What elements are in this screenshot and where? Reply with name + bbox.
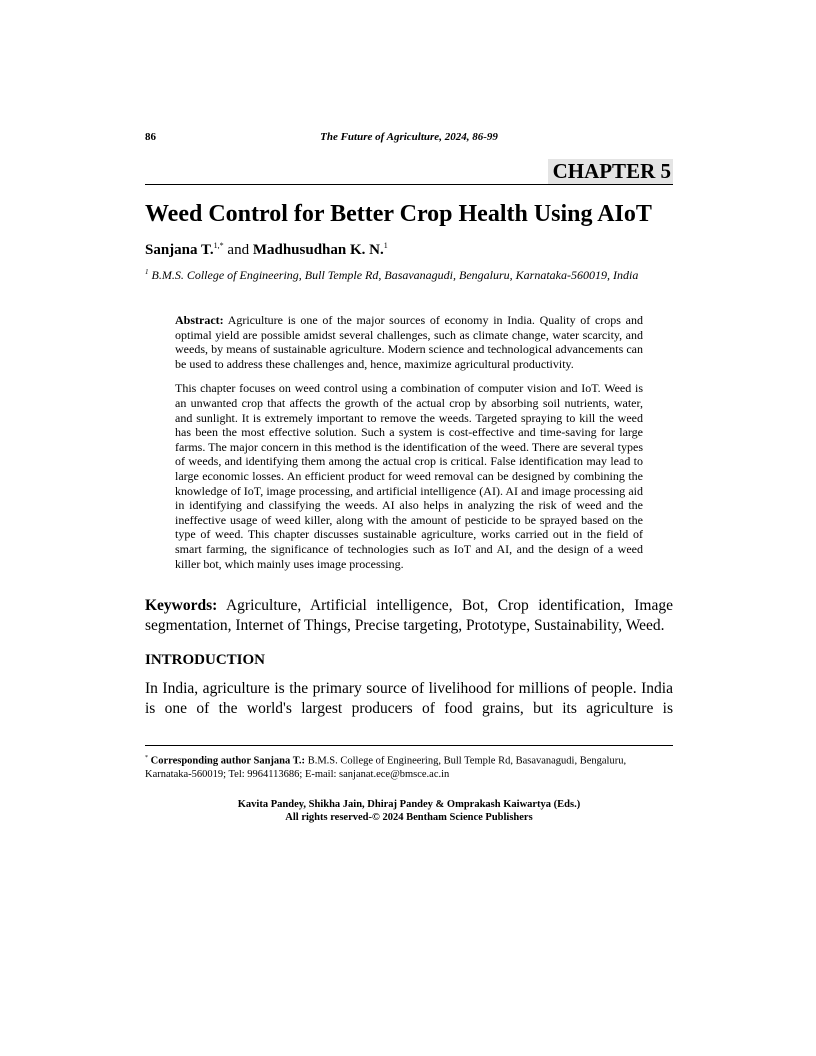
introduction-heading: INTRODUCTION	[145, 652, 266, 669]
footnote-text: B.M.S. College of Engineering, Bull Temple Rd, Basavanagudi, Bengaluru, Karnataka-560019; Tel: 9964113686; E-mail: sanjanat.ece@bmsce.ac.in	[145, 755, 627, 780]
keywords	[145, 596, 673, 635]
journal-details: , 2024, 86-99	[439, 131, 498, 143]
footnote-label: Corresponding author Sanjana T.:	[148, 755, 306, 767]
author-line	[145, 236, 673, 260]
publisher-credits	[145, 798, 673, 824]
rights-line: All rights reserved-© 2024 Bentham Science Publishers	[285, 811, 533, 823]
chapter-divider	[145, 184, 673, 185]
keywords-text: Agriculture, Artificial intelligence, Bot, Crop identification, Image segmentation, Internet of Things, Precise targeting, Prototype, Sustainability, Weed.	[145, 597, 673, 634]
author-1-affiliation-mark: 1,*	[213, 241, 224, 250]
affiliation	[145, 264, 673, 283]
affiliation-mark: 1	[145, 268, 149, 276]
abstract	[175, 313, 643, 571]
running-header	[145, 128, 673, 146]
abstract-paragraph-1	[175, 313, 643, 371]
footnote-mark: *	[145, 755, 148, 762]
author-1-name: Sanjana T.	[145, 242, 214, 258]
introduction-text: In India, agriculture is the primary source of livelihood for millions of people. India is one of the world's largest producers of food grains, but its agriculture is	[145, 680, 673, 718]
paper-page	[145, 128, 673, 824]
abstract-paragraph-2: This chapter focuses on weed control using a combination of computer vision and IoT. Weed is an unwanted crop that affects the growth of the actual crop by absorbing soil nutrients, water, and sunlight. It is extremely important to remove the weeds. Targeted spraying to kill the weed has been the most effective solution. Such a system is cost-effective and time-saving for large farms. The major concern in this method is the identification of the weed. There are several types of weeds, and identifying them among the actual crop is critical. False identification may lead to large economic losses. An efficient product for weed removal can be designed by combining the knowledge of IoT, image processing, and artificial intelligence (AI). AI and image processing aid in identifying and classifying the weeds. AI also helps in analyzing the risk of weed and the ineffective usage of weed killer, along with the amount of pesticide to be sprayed based on the type of weed. This chapter discusses sustainable agriculture, works carried out in the field of smart farming, the significance of technologies such as IoT and AI, and the design of a weed killer bot, which mainly uses image processing.	[175, 381, 643, 571]
footnote-divider	[145, 745, 673, 746]
keywords-label: Keywords:	[145, 597, 218, 615]
journal-title: The Future of Agriculture	[320, 131, 440, 143]
editors-line: Kavita Pandey, Shikha Jain, Dhiraj Pandey & Omprakash Kaiwartya (Eds.)	[237, 798, 581, 810]
author-conjunction: and	[223, 242, 253, 258]
abstract-label: Abstract:	[175, 313, 224, 327]
paper-title: Weed Control for Better Crop Health Using AIoT	[145, 201, 652, 227]
author-2-name: Madhusudhan K. N.	[252, 242, 384, 258]
abstract-text-1: Agriculture is one of the major sources of economy in India. Quality of crops and optimal yield are possible amidst several challenges, such as climate change, water scarcity, and weeds, by means of sustainable agriculture. Modern science and technological advancements can be used to address these challenges and, hence, maximize agricultural productivity.	[175, 313, 643, 371]
chapter-banner	[145, 159, 673, 184]
page-number: 86	[145, 131, 156, 143]
affiliation-text: B.M.S. College of Engineering, Bull Temple Rd, Basavanagudi, Bengaluru, Karnataka-560019, India	[148, 268, 639, 282]
footnote	[145, 752, 673, 781]
journal-citation	[145, 131, 673, 143]
chapter-label: CHAPTER 5	[548, 159, 673, 184]
author-2-affiliation-mark: 1	[383, 241, 388, 250]
